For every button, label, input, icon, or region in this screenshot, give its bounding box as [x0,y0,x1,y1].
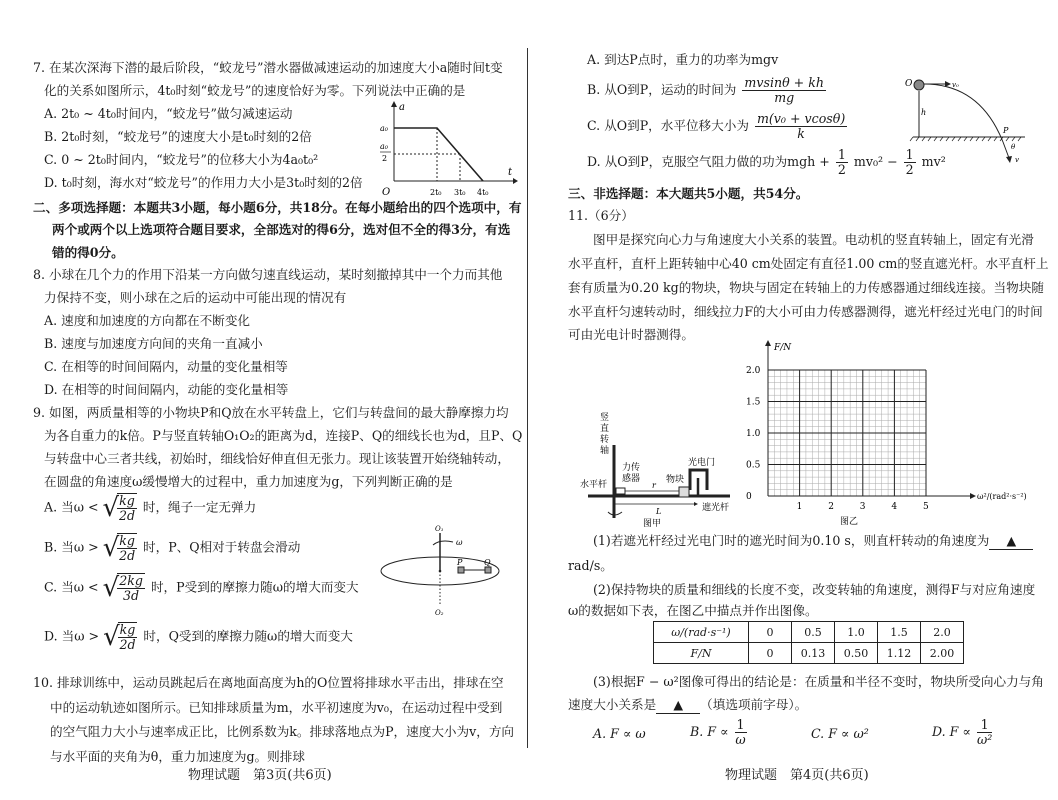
shaft-label: 竖 [600,413,610,423]
q-label: Q [484,558,491,567]
x-tick-label: 4 [891,502,898,512]
x-tick-label: 3 [859,502,866,512]
section-2-line: 错的得0分。 [52,245,124,260]
option-suffix: 时，Q受到的摩擦力随ω的增大而变大 [143,628,353,644]
q9-option-a [44,493,256,523]
choice-b [690,718,749,747]
trajectory-curve [924,84,1003,142]
turntable-figure [375,525,510,617]
q8-stem-line: 力保持不变，则小球在之后的运动中可能出现的情况有 [44,290,347,305]
h-label: h [921,108,927,117]
omega-label: ω [456,538,463,547]
denominator: ω [735,732,746,747]
q11-part-2-line: ω的数据如下表，在图乙中描点并作出图像。 [568,603,818,618]
denominator: 3d [123,588,140,603]
o1-label: O₁ [435,525,444,533]
a0-half-den: 2 [382,154,388,163]
y-tick-label: 1.0 [746,429,761,439]
tick-2t0: 2t₀ [430,188,442,197]
gate-label: 光电门 [688,458,716,468]
tick-4t0: 4t₀ [477,188,489,197]
shaft-label: 直 [600,424,610,434]
theta-label: θ [1011,143,1016,151]
table-row [654,622,964,643]
q11-part-3-line [568,697,807,714]
fraction [755,112,847,141]
q8-option-b: B. 速度与加速度方向间的夹角一直减小 [44,336,263,351]
option-middle: mv₀² − [853,154,898,169]
rotation-arrow-icon [433,541,453,545]
part-1-text: (1)若遮光杆经过光电门时的遮光时间为0.10 s，则直杆转动的角速度为 [593,533,990,548]
p-label: P [457,558,463,567]
figure-b-caption: 图乙 [840,517,859,527]
option-suffix: mv² [921,154,946,169]
sensor-label: 感器 [622,474,641,484]
ball-icon [914,80,924,90]
y-tick-label: 1.5 [746,397,761,408]
q10-stem-line: 中的运动轨迹如图所示。已知排球质量为m，水平初速度为v₀，在运动过程中受到 [50,700,503,715]
table-cell: 2.00 [921,643,964,664]
q10-stem-line: 10. 排球训练中，运动员跳起后在离地面高度为h的O位置将排球水平击出，排球在空 [33,675,504,690]
x-tick-label: 5 [923,502,929,512]
option-prefix: B. 当ω > [44,539,99,555]
q11-part-1 [593,533,1033,550]
option-prefix: D. 当ω > [44,628,100,644]
q10-option-c [587,112,849,141]
shaft-label: 转 [600,435,610,445]
numerator: 1 [977,718,992,733]
numerator: 1 [736,717,745,732]
option-prefix: A. 当ω < [44,499,99,515]
numerator: mvsinθ + kh [744,75,824,90]
x-axis-label: ω²/(rad²·s⁻²) [977,492,1027,501]
option-suffix: 时，P、Q相对于转盘会滑动 [143,539,301,555]
option-prefix: C. 当ω < [44,579,99,595]
table-cell: 0.13 [792,643,835,664]
q11-body-line: 图甲是探究向心力与角速度大小关系的装置。电动机的竖直转轴上，固定有光滑 [593,232,1034,247]
force-sensor [616,488,625,494]
page-4-footer: 物理试题 第4页(共6页) [725,768,869,783]
numerator: 1 [905,147,914,162]
numerator: kg [119,493,135,508]
q8-option-c: C. 在相等的时间间隔内，动量的变化量相等 [44,359,288,374]
tick-3t0: 3t₀ [454,188,466,197]
volleyball-trajectory-figure [905,70,1035,165]
q9-stem-line: 与转盘中心三者共线，初始时，细线恰好伸直但无张力。现让该装置开始绕轴转动， [44,451,510,466]
q7-option-c: C. 0 ~ 2t₀时间内，“蛟龙号”的位移大小为4a₀t₀² [44,152,319,167]
denominator: ω² [976,732,993,747]
q9-stem-line: 9. 如图，两质量相等的小物块P和Q放在水平转盘上，它们与转盘间的最大静摩擦力均 [33,405,509,420]
table-cell: 0.50 [835,643,878,664]
table-cell: 1.5 [878,622,921,643]
choice-prefix: B. F ∝ [690,724,729,739]
q7-stem-line: 7. 在某次深海下潜的最后阶段，“蛟龙号”潜水器做减速运动的加速度大小a随时间t变 [33,60,503,75]
table-cell: 0 [749,643,792,664]
q9-stem-line: 在圆盘的角速度ω缓慢增大的过程中，重力加速度为g，下列判断正确的是 [44,474,453,489]
q10-option-a: A. 到达P点时，重力的功率为mgv [587,52,779,67]
section-2-line: 二、多项选择题：本题共3小题，每小题6分，共18分。在每小题给出的四个选项中，有 [33,200,522,215]
table-cell: 1.12 [878,643,921,664]
choice-d [932,718,994,747]
q8-option-a: A. 速度和加速度的方向都在不断变化 [44,313,251,328]
section-2-line: 两个或两个以上选项符合题目要求，全部选对的得6分，选对但不全的得3分，有选 [52,222,511,237]
table-cell: 2.0 [921,622,964,643]
q11-part-2-line: (2)保持物块的质量和细线的长度不变，改变转轴的角速度，测得F与对应角速度 [593,582,1036,597]
block-label: 物块 [666,475,685,485]
denominator: 2d [118,508,136,523]
part-3-text: （填选项前字母）。 [700,697,808,712]
numerator: 2kg [119,573,143,588]
L-label: L [656,507,662,516]
fraction [742,76,826,105]
choice-prefix: D. F ∝ [932,724,971,739]
q7-option-a: A. 2t₀ ~ 4t₀时间内，“蛟龙号”做匀减速运动 [44,106,293,121]
q8-option-d: D. 在相等的时间间隔内，动能的变化量相等 [44,382,289,397]
q11-body-line: 水平直杆，直杆上距转轴中心40 cm处固定有直径1.00 cm的竖直遮光杆。水平直杆上 [568,256,1049,271]
o2-label: O₂ [435,609,444,617]
p-label: P [1003,126,1009,135]
table-row [654,643,964,664]
y-label: a [399,102,405,113]
choice-a: A. F ∝ ω [593,726,646,741]
q7-stem-line: 化的关系如图所示，4t₀时刻“蛟龙号”的速度恰好为零。下列说法中正确的是 [44,83,466,98]
table-cell: 0 [749,622,792,643]
sqrt-expression: √ $\frac{kg}{2d}$ [102,493,136,523]
x-label: t [508,167,513,178]
x-tick-label: 2 [828,502,834,512]
a0-half-num: a₀ [380,142,388,151]
shade-label: 遮光杆 [702,503,730,513]
q9-option-b [44,533,300,563]
choice-c: C. F ∝ ω² [811,726,869,741]
a-t-graph [378,101,518,197]
q11-body-line: 套有质量为0.20 kg的物块，物块与固定在转轴上的力传感器通过细线连接。当物块随 [568,280,1044,295]
page-3-footer: 物理试题 第3页(共6页) [188,768,332,783]
denominator: 2d [119,637,136,652]
fraction-half [836,148,848,177]
a0-label: a₀ [380,124,388,133]
y-tick-label: 2.0 [746,366,761,376]
answer-blank: ▲ [656,697,700,714]
numerator: m(v₀ + vcosθ) [756,111,846,126]
q11-part-1-unit: rad/s。 [568,558,613,573]
table-header-omega: ω/(rad·s⁻¹) [654,622,749,643]
option-suffix: 时，P受到的摩擦力随ω的增大而变大 [150,579,359,595]
section-3-heading: 三、非选择题：本大题共5小题，共54分。 [568,186,809,201]
q10-option-b [587,76,828,105]
x-tick-label: 1 [796,502,803,512]
q10-stem-line: 的空气阻力大小与速率成正比，比例系数为k。排球落地点为P，速度大小为v，方向 [50,724,515,739]
q11-title: 11.（6分） [568,208,634,223]
denominator: 2 [905,162,914,177]
f-omega-squared-chart [730,340,1058,530]
sqrt-expression: √ $\frac{2kg}{3d}$ [102,573,143,603]
sensor-label: 力传 [622,463,641,473]
data-table [653,621,964,664]
r-label: r [652,481,656,490]
o-label: O [905,79,913,89]
v0-label: v₀ [952,81,959,89]
q11-part-3-line: (3)根据F − ω²图像可得出的结论是：在质量和半径不变时，物块所受向心力与角 [593,674,1044,689]
numerator: 1 [837,147,846,162]
rod-label: 水平杆 [580,480,608,490]
page-divider [527,48,528,748]
part-3-text: 速度大小关系是 [568,697,657,712]
sqrt-expression: √ $\frac{kg}{2d}$ [103,622,136,652]
v-label: v [1015,156,1019,164]
q7-option-d: D. t₀时刻，海水对“蛟龙号”的作用力大小是3t₀时刻的2倍 [44,175,363,190]
option-prefix: B. 从O到P，运动的时间为 [587,82,737,97]
q11-body-line: 可由光电计时器测得。 [568,327,694,342]
origin-label: O [382,187,391,197]
apparatus-figure [580,410,730,528]
table-cell: 1.0 [835,622,878,643]
y-axis-label: F/N [774,343,792,353]
sqrt-expression: √ $\frac{kg}{2d}$ [102,533,136,563]
q7-option-b: B. 2t₀时刻，“蛟龙号”的速度大小是t₀时刻的2倍 [44,129,312,144]
table-cell: 0.5 [792,622,835,643]
option-prefix: C. 从O到P，水平位移大小为 [587,118,749,133]
shaft-label: 轴 [600,446,610,456]
fraction [735,718,747,747]
q10-option-d [587,148,946,177]
option-prefix: D. 从O到P，克服空气阻力做的功为mgh + [587,154,830,169]
denominator: mg [774,90,795,105]
table-header-force: F/N [654,643,749,664]
q11-body-line: 水平直杆匀速转动时，细线拉力F的大小可由力传感器测得，遮光杆经过光电门的时间 [568,304,1043,319]
q9-option-d [44,622,353,652]
fraction [977,718,992,747]
figure-a-caption: 图甲 [643,519,662,528]
option-suffix: 时，绳子一定无弹力 [142,499,257,515]
numerator: kg [119,533,135,548]
q9-option-c [44,573,359,603]
y-tick-label: 0 [746,492,752,502]
denominator: 2 [837,162,846,177]
q8-stem-line: 8. 小球在几个力的作用下沿某一方向做匀速直线运动，某时刻撤掉其中一个力而其他 [33,267,503,282]
block [679,487,689,497]
y-tick-label: 0.5 [746,460,761,471]
denominator: k [797,126,805,141]
answer-blank: ▲ [989,533,1033,550]
q9-stem-line: 为各自重力的k倍。P与竖直转轴O₁O₂的距离为d，连接P、Q的细线长也为d，且P、Q [44,428,523,443]
numerator: kg [119,622,136,637]
denominator: 2d [119,548,136,563]
q10-stem-line: 与水平面的夹角为θ，重力加速度为g。则排球 [50,749,305,764]
